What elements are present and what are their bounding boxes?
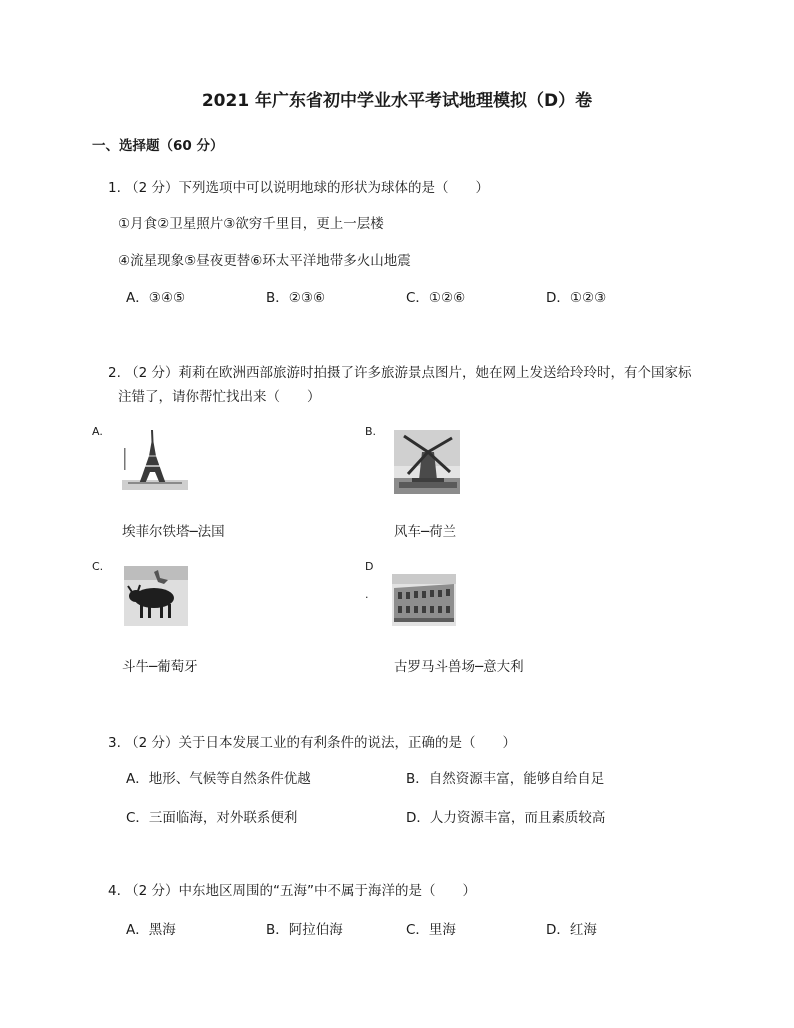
question-2-label-a: A.	[92, 425, 103, 438]
question-3-option-b: B．自然资源丰富，能够自给自足	[406, 771, 605, 787]
eiffel-tower-image	[122, 428, 188, 490]
question-3-option-a: A．地形、气候等自然条件优越	[126, 771, 311, 787]
question-3-option-d: D．人力资源丰富，而且素质较高	[406, 810, 606, 826]
question-1-option-c: C．①②⑥	[406, 290, 466, 306]
question-2-label-b: B.	[365, 425, 377, 438]
question-4-option-b: B．阿拉伯海	[266, 922, 343, 938]
question-2-label-d: D	[365, 560, 374, 573]
bullfight-image	[124, 566, 188, 626]
question-3-option-c: C．三面临海，对外联系便利	[126, 810, 298, 826]
question-2-label-c: C.	[92, 560, 104, 573]
question-2-caption-d: 古罗马斗兽场─意大利	[394, 659, 524, 675]
question-1-line-1: ①月食②卫星照片③欲穷千里目，更上一层楼	[118, 216, 384, 232]
question-2-stem-line-1: 2. （2 分）莉莉在欧洲西部旅游时拍摄了许多旅游景点图片，她在网上发送给玲玲时，有个国家标	[108, 365, 692, 381]
windmill-image	[394, 430, 460, 494]
page-title: 2021 年广东省初中学业水平考试地理模拟（D）卷	[201, 91, 593, 111]
question-4-option-a: A．黑海	[126, 922, 176, 938]
question-1-stem: 1. （2 分）下列选项中可以说明地球的形状为球体的是（ ）	[108, 180, 490, 196]
question-4-option-c: C．里海	[406, 922, 456, 938]
question-1-option-b: B．②③⑥	[266, 290, 326, 306]
section-heading: 一、选择题（60 分）	[92, 138, 224, 154]
question-1-option-a: A．③④⑤	[126, 290, 186, 306]
colosseum-image	[392, 574, 456, 626]
question-4-option-d: D．红海	[546, 922, 597, 938]
question-2-caption-a: 埃菲尔铁塔─法国	[122, 524, 225, 540]
question-2-label-d-dot: .	[365, 588, 369, 601]
question-3-stem: 3. （2 分）关于日本发展工业的有利条件的说法，正确的是（ ）	[108, 735, 517, 751]
question-4-stem: 4. （2 分）中东地区周围的“五海”中不属于海洋的是（ ）	[108, 883, 477, 899]
question-1-option-d: D．①②③	[546, 290, 607, 306]
question-2-caption-b: 风车─荷兰	[394, 524, 457, 540]
question-1-line-2: ④流星现象⑤昼夜更替⑥环太平洋地带多火山地震	[118, 253, 411, 269]
question-2-stem-line-2: 注错了，请你帮忙找出来（ ）	[118, 389, 321, 405]
question-2-caption-c: 斗牛─葡萄牙	[122, 659, 198, 675]
